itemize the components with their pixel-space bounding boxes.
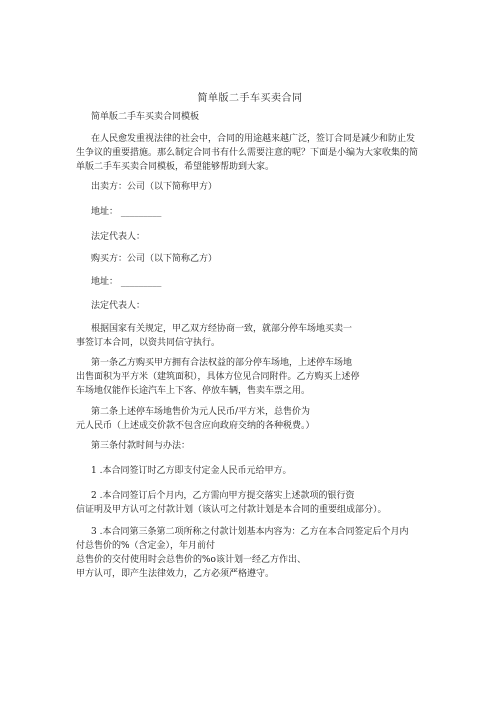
paragraph-seller [91,180,451,194]
paragraph-buyer-address [91,275,451,289]
text-line: 总售价的交付使用时会总售价的%o该计划一经乙方作出、 [76,555,306,565]
text-line: 甲方认可，即产生法律效力，乙方必须严格遵守。 [76,569,275,579]
paragraph-article-2 [76,405,436,433]
paragraph-clause-3 [76,525,436,581]
text-line: 生争议的重要措施。那么制定合同书有什么需要注意的呢？下面是小编为大家收集的简 [76,148,419,158]
paragraph-seller-address [91,205,451,219]
text-line: 信证明及甲方认可之付款计划（该认可之付款计划是本合同的重要组成部分）。 [76,505,387,515]
paragraph-clause-2 [76,489,436,517]
text-line: 元人民币（上述成交价款不包含应向政府交纳的各种税费。） [76,421,315,431]
paragraph-agreement-basis [76,322,436,350]
paragraph-intro [76,132,436,174]
text-line: 法定代表人： [91,301,146,311]
text-line: 3 .本合同第三条第二项所称之付款计划基本内容为：乙方在本合同签定后个月内 [91,527,409,537]
text-line: 地址： _________ [91,277,162,287]
paragraph-article-1 [76,356,436,398]
paragraph-article-3 [91,439,451,453]
text-line: 单版二手车买卖合同模板，希望能够帮助到大家。 [76,162,275,172]
text-line: 第二条上述停车场地售价为元人民币/平方米，总售价为 [91,407,311,417]
text-line: 地址： _________ [91,207,162,217]
text-line: 购买方：公司（以下简称乙方） [91,254,218,264]
paragraph-buyer-representative [91,299,451,313]
text-line: 1 .本合同签订时乙方即支付定金人民币元给甲方。 [91,466,292,476]
text-line: 法定代表人： [91,232,146,242]
paragraph-template-name [91,110,451,124]
text-line: 付总售价的%（含定金），年月前付 [76,541,216,551]
paragraph-seller-representative [91,230,451,244]
text-line: 出售面积为平方米（建筑面积），具体方位见合同附件。乙方购买上述停 [76,372,360,382]
text-line: 出卖方：公司（以下简称甲方） [91,182,218,192]
text-line: 第三条付款时间与办法： [91,441,191,451]
text-line: 事签订本合同，以资共同信守执行。 [76,338,221,348]
text-line: 2 .本合同签订后个月内，乙方需向甲方提交落实上述款项的银行资 [91,491,355,501]
paragraph-buyer [91,252,451,266]
document-title: 简单版二手车买卖合同 [197,93,303,104]
text-line: 在人民愈发重视法律的社会中，合同的用途越来越广泛，签订合同是减少和防止发 [91,134,416,144]
text-line: 根据国家有关规定，甲乙双方经协商一致，就部分停车场地买卖一 [91,324,353,334]
text-line: 简单版二手车买卖合同模板 [91,112,200,122]
text-line: 车场地仅能作长途汽车上下客、停放车辆，售卖车票之用。 [76,386,311,396]
text-line: 第一条乙方购买甲方拥有合法权益的部分停车场地，上述停车场地 [91,358,353,368]
paragraph-clause-1 [91,464,451,478]
